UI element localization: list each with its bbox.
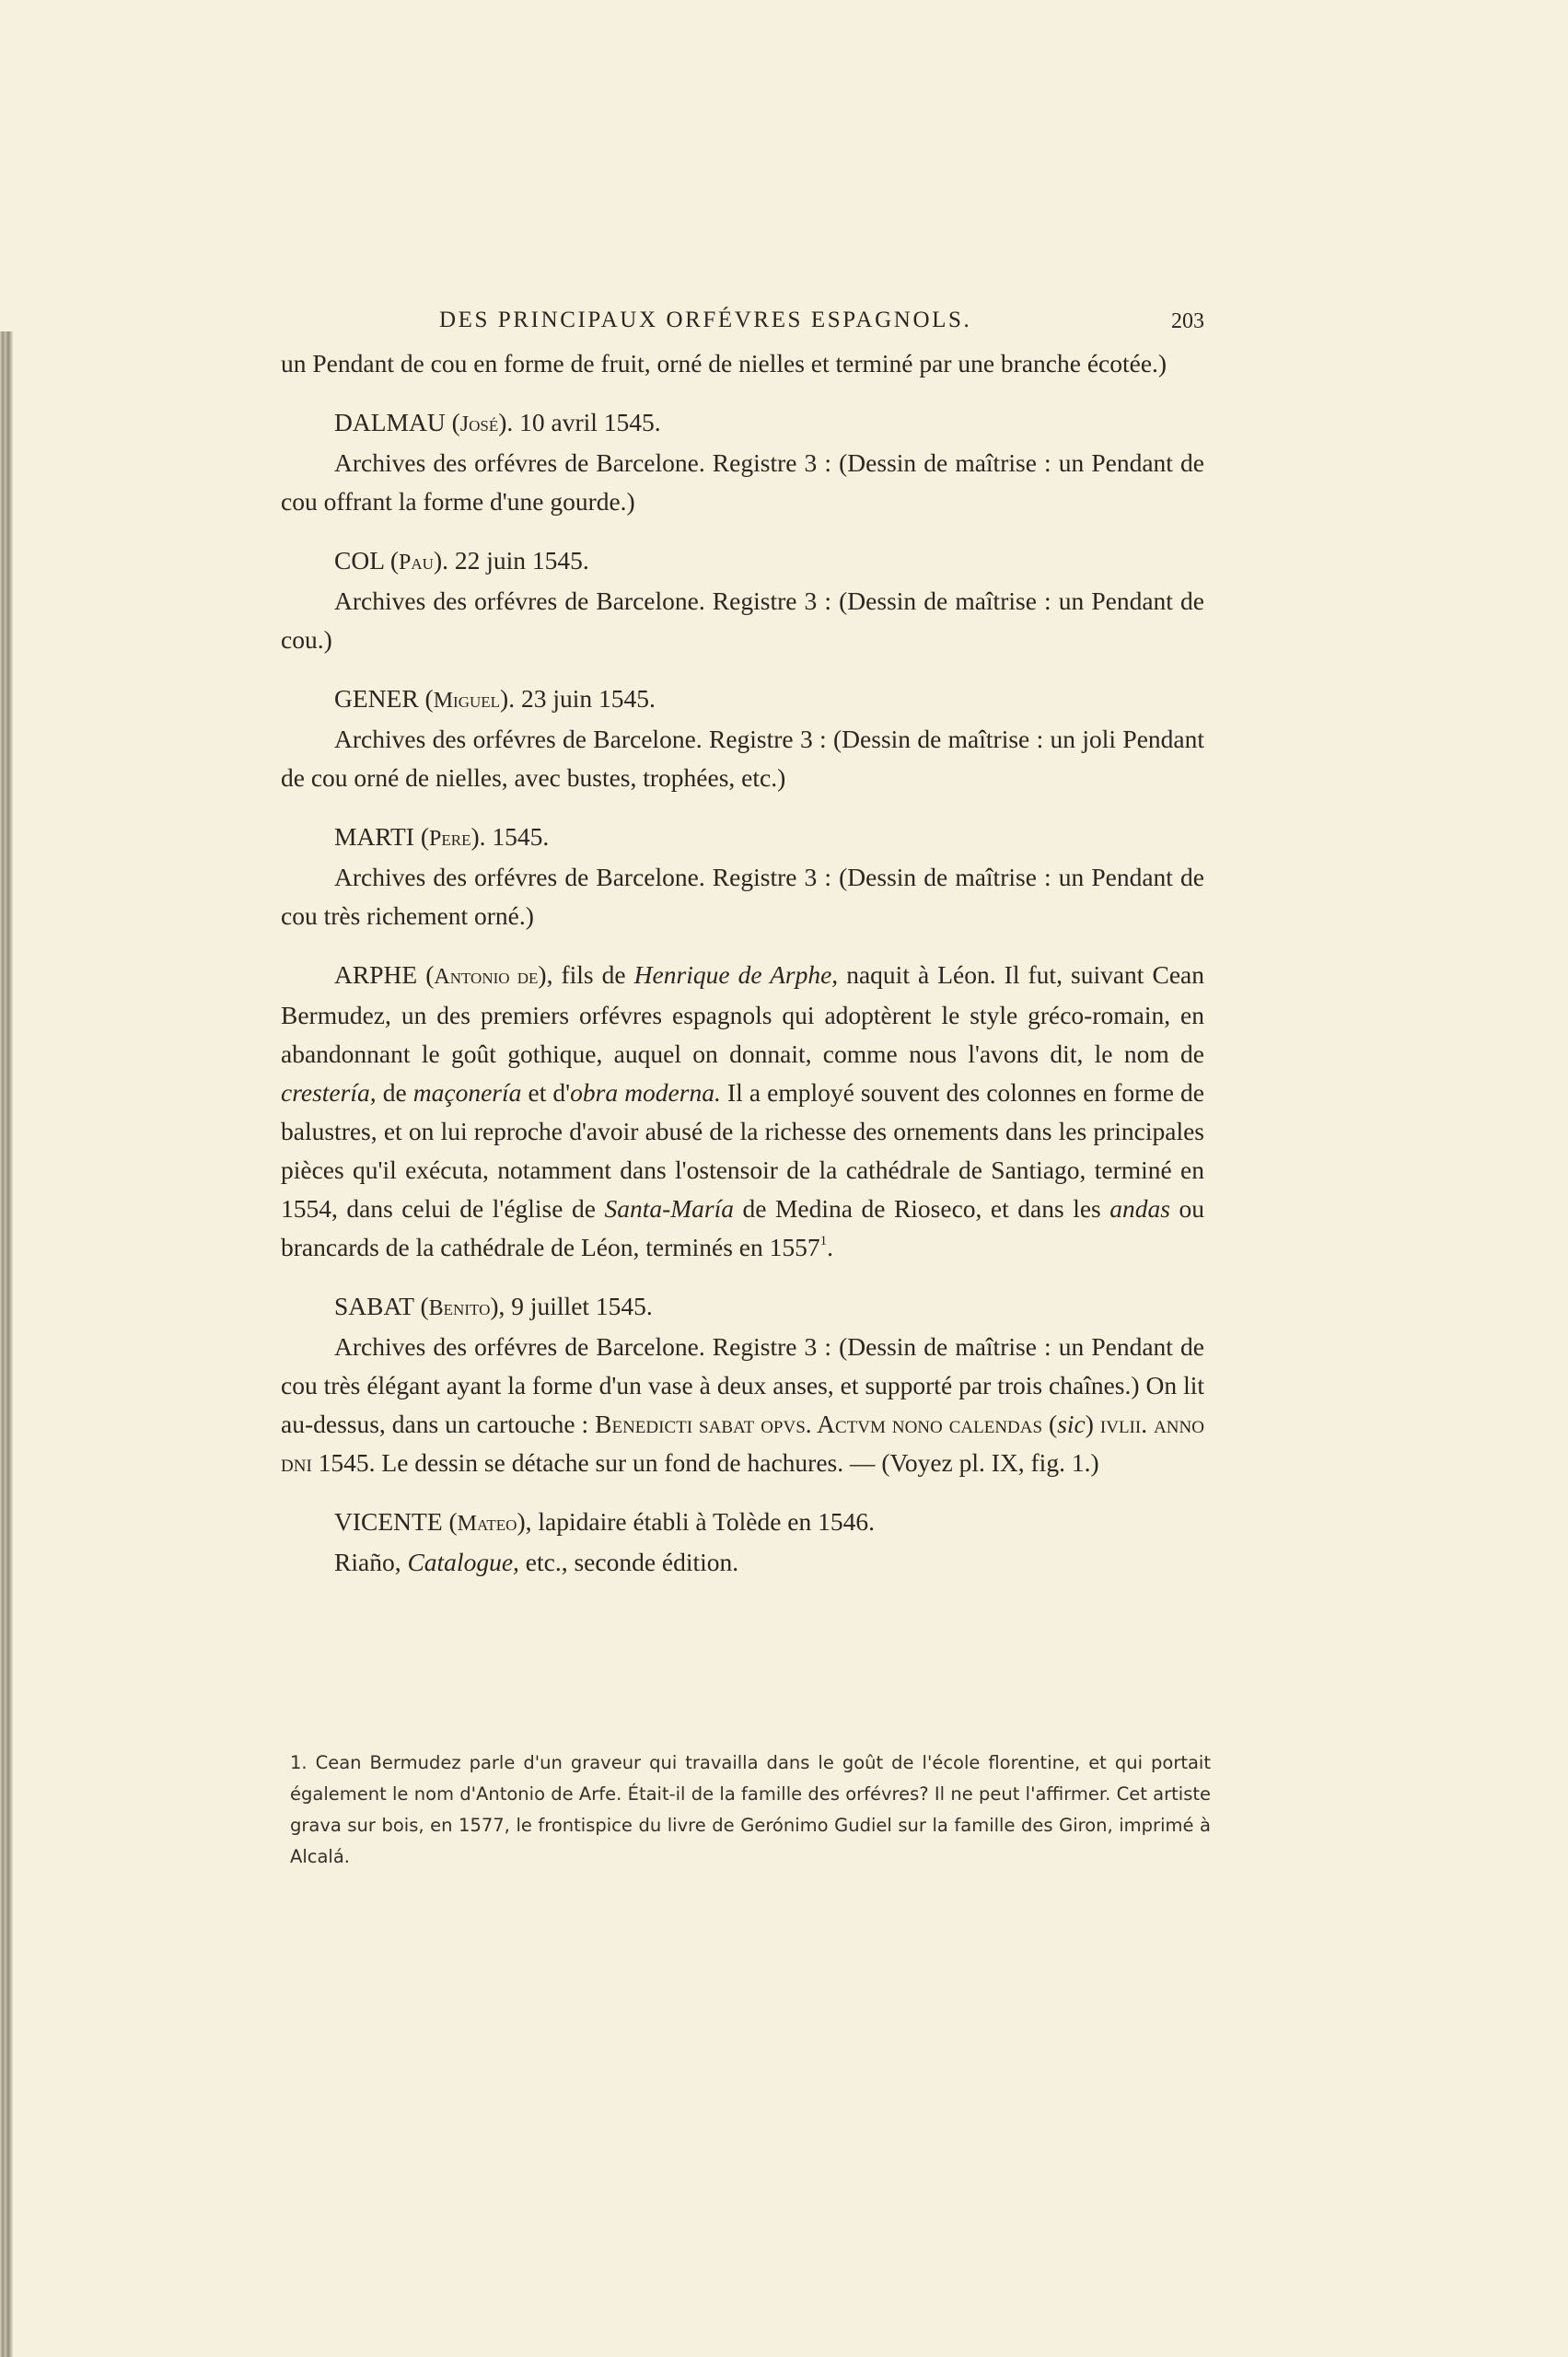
entry-sabat (281, 1287, 1204, 1482)
entry-arphe (281, 956, 1204, 1267)
entry-col (281, 541, 1204, 659)
text-run: et d' (521, 1078, 571, 1107)
entry-heading: DALMAU (José). 10 avril 1545. (334, 408, 661, 436)
entry-marti (281, 818, 1204, 935)
entry-given-name: Miguel (433, 689, 501, 713)
text-run: Riaño, (334, 1548, 408, 1576)
entry-source (281, 1543, 1204, 1582)
page-number: 203 (1171, 309, 1204, 333)
entry-given-name: Benito (428, 1296, 491, 1320)
entry-source: Archives des orfévres de Barcelone. Registre 3 : (Dessin de maîtrise : un joli Pendant de cou orné de nielles, avec bustes, trophées, etc.) (281, 725, 1204, 792)
footnote (290, 1747, 1211, 1873)
page-body (281, 304, 1204, 1582)
entry-source: Archives des orfévres de Barcelone. Registre 3 : (Dessin de maîtrise : un Pendant de cou.) (281, 586, 1204, 654)
entry-heading: SABAT (Benito), 9 juillet 1545. (334, 1292, 653, 1320)
italic-run: Henrique de Arphe, (633, 960, 839, 989)
entry-date: . 10 avril 1545. (506, 408, 661, 436)
italic-run: Santa-María (604, 1194, 734, 1223)
entry-name: DALMAU (334, 408, 446, 436)
continuation-paragraph: un Pendant de cou en forme de fruit, orné de nielles et terminé par une branche écotée.) (281, 349, 1167, 377)
text-run: Il a employé souvent des colonnes en forme de balustres, et on lui reproche d'avoir abusé de la richesse des ornements dans les principales pièces qu'il exécuta, notamment dans l'ostensoir de la cathédrale de Santiago, terminé en 1554, dans celui de l'église de (281, 1078, 1204, 1223)
entry-name: ARPHE (334, 960, 418, 989)
running-head-title: DES PRINCIPAUX ORFÉVRES ESPAGNOLS. (439, 308, 972, 332)
entry-given-name: Pau (399, 551, 434, 575)
entry-date: . 23 juin 1545. (508, 684, 656, 713)
text-run: , fils de (546, 960, 634, 989)
text-run: de Medina de Rioseco, et dans les (734, 1194, 1110, 1223)
entry-date: . 1545. (479, 822, 550, 851)
entry-name: GENER (334, 684, 419, 713)
running-head (281, 304, 1204, 344)
entry-name: SABAT (334, 1292, 414, 1320)
footnote-text: Cean Bermudez parle d'un graveur qui travailla dans le goût de l'école florentine, et qui portait également le nom d'Antonio de Arfe. Était-il de la famille des orfévres? Il ne peut l'affirmer. Cet artiste grava sur bois, en 1577, le frontispice du livre de Gerónimo Gudiel sur la famille des Giron, imprimé à Alcalá. (290, 1752, 1211, 1867)
italic-run: maçonería (412, 1078, 522, 1107)
entry-heading: MARTI (Pere). 1545. (334, 822, 550, 851)
entry-date: , lapidaire établi à Tolède en 1546. (525, 1507, 875, 1536)
text-run: Archives des orfévres de Barcelone. Registre 3 : (Dessin de maîtrise : un Pendant de cou très élégant ayant la forme d'un vase à deux anses, et supporté par trois chaînes.) On lit au-dessus, dans un cartouche : (281, 1332, 1204, 1438)
entry-date: , 9 juillet 1545. (498, 1292, 653, 1320)
book-spine-edge (0, 331, 13, 2357)
entry-dalmau (281, 403, 1204, 521)
text-run: etc., seconde édition. (518, 1548, 739, 1576)
entry-paragraph: ARPHE (Antonio de), fils de Henrique de Arphe, naquit à Léon. Il fut, suivant Cean Bermudez, un des premiers orfévres espagnols qui adoptèrent le style gréco-romain, en abandonnant le goût gothique, auquel on donnait, comme nous l'avons dit, le nom de crestería, de maçonería et d'obra moderna. Il a employé souvent des colonnes en forme de balustres, et on lui reproche d'avoir abusé de la richesse des ornements dans les principales pièces qu'il exécuta, notamment dans l'ostensoir de la cathédrale de Santiago, terminé en 1554, dans celui de l'église de Santa-María de Medina de Rioseco, et dans les andas ou brancards de la cathédrale de Léon, terminés en 1557$^1$. (281, 960, 1204, 1261)
text-run: 1545. Le dessin se détache sur un fond de hachures. — (Voyez pl. IX, fig. 1.) (311, 1448, 1099, 1477)
text-run: ) (1085, 1410, 1100, 1438)
entry-given-name: Pere (429, 827, 471, 851)
entry-given-name: José (459, 412, 499, 436)
footnote-number: 1. (290, 1752, 308, 1773)
entry-given-name: Antonio de (434, 965, 539, 989)
entry-name: MARTI (334, 822, 414, 851)
text-run: ( (1042, 1410, 1058, 1438)
text-run: . (827, 1233, 834, 1261)
italic-run: andas (1109, 1194, 1170, 1223)
entry-source: Archives des orfévres de Barcelone. Registre 3 : (Dessin de maîtrise : un Pendant de cou très richement orné.) (281, 863, 1204, 930)
entry-name: COL (334, 546, 384, 575)
entry-given-name: Mateo (457, 1512, 517, 1536)
entry-heading: COL (Pau). 22 juin 1545. (334, 546, 589, 575)
entry-heading: VICENTE (Mateo), lapidaire établi à Tolède en 1546. (334, 1507, 875, 1536)
italic-run: crestería, (281, 1078, 377, 1107)
text-run: de (376, 1078, 413, 1107)
text-run: naquit à Léon. Il fut, suivant Cean Bermudez, un des premiers orfévres espagnols qui adoptèrent le style gréco-romain, en abandonnant le goût gothique, auquel on donnait, comme nous l'avons dit, le nom de (281, 960, 1204, 1068)
entry-vicente (281, 1503, 1204, 1582)
italic-run: obra moderna. (570, 1078, 721, 1107)
inscription-text: Benedicti sabat opvs. Actvm nono calendas (595, 1410, 1043, 1438)
inscription-text: ivlii. anno dni (281, 1410, 1204, 1477)
footnote-paragraph (290, 1747, 1211, 1873)
entry-date: . 22 juin 1545. (442, 546, 589, 575)
footnote-reference[interactable]: 1 (819, 1234, 828, 1248)
italic-run: sic (1057, 1410, 1086, 1438)
entry-source (281, 1328, 1204, 1482)
entry-source: Archives des orfévres de Barcelone. Registre 3 : (Dessin de maîtrise : un Pendant de cou offrant la forme d'une gourde.) (281, 448, 1204, 516)
entry-gener (281, 679, 1204, 797)
entry-heading: GENER (Miguel). 23 juin 1545. (334, 684, 656, 713)
entry-name: VICENTE (334, 1507, 443, 1536)
italic-run: Catalogue, (407, 1548, 519, 1576)
text-run: ou brancards de la cathédrale de Léon, terminés en 1557 (281, 1194, 1204, 1261)
